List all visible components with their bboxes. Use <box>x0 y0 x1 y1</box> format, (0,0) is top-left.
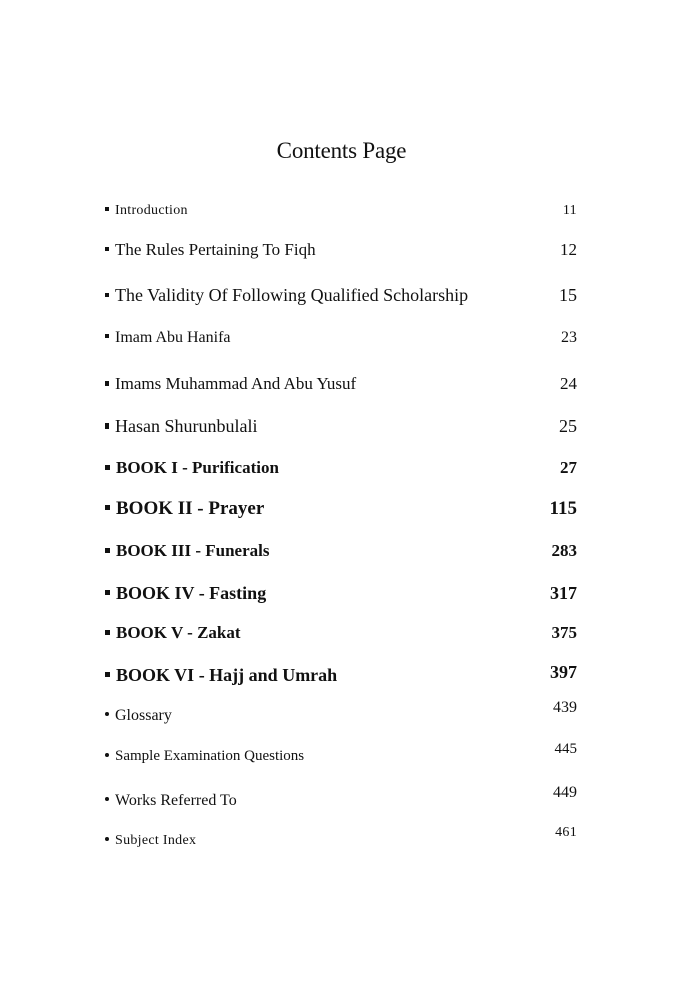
toc-entry-page: 23 <box>561 329 577 346</box>
toc-entry-page: 397 <box>550 662 577 682</box>
toc-entry-label: BOOK IV - Fasting <box>116 583 267 603</box>
bullet-icon <box>105 590 110 595</box>
toc-entry <box>105 825 585 859</box>
toc-entry <box>105 541 585 567</box>
toc-entry-page: 12 <box>560 240 577 259</box>
toc-entry-label: Glossary <box>115 707 172 724</box>
toc-entry-label: The Validity Of Following Qualified Scholarship <box>115 285 469 305</box>
bullet-icon <box>105 837 109 841</box>
bullet-icon <box>105 465 110 470</box>
bullet-icon <box>105 797 109 801</box>
toc-entry-label: BOOK III - Funerals <box>116 541 270 560</box>
toc-entry <box>105 203 585 229</box>
toc-entry-page: 375 <box>551 623 577 642</box>
toc-entry <box>105 662 585 691</box>
toc-entry-label: Hasan Shurunbulali <box>115 416 258 436</box>
page-title: Contents Page <box>276 138 407 163</box>
toc-entry-page: 461 <box>555 825 577 840</box>
toc-entry <box>105 583 585 609</box>
bullet-icon <box>105 381 109 386</box>
toc-entry <box>105 374 585 400</box>
toc-entry-label: BOOK V - Zakat <box>116 623 241 642</box>
toc-entry-label: Works Referred To <box>115 792 237 809</box>
toc-entry-page: 115 <box>549 498 577 519</box>
toc-entry <box>105 416 585 442</box>
toc-entry-label: BOOK I - Purification <box>116 458 279 477</box>
toc-entry-page: 445 <box>554 741 577 757</box>
toc-entry-label: Subject Index <box>115 833 197 848</box>
toc-entry-label: BOOK VI - Hajj and Umrah <box>116 665 338 685</box>
bullet-icon <box>105 672 110 677</box>
toc-entry-label: Introduction <box>115 203 188 218</box>
toc-entry-page: 449 <box>553 784 577 801</box>
bullet-icon <box>105 548 110 553</box>
toc-entry-page: 317 <box>550 583 577 603</box>
bullet-icon <box>105 207 109 211</box>
toc-entry <box>105 329 585 355</box>
toc-entry <box>105 498 585 524</box>
toc-entry-page: 15 <box>559 285 577 305</box>
bullet-icon <box>105 712 109 716</box>
bullet-icon <box>105 753 109 757</box>
toc-entry-page: 11 <box>562 203 577 218</box>
toc-entry-page: 27 <box>560 458 577 477</box>
toc-entry-label: Imam Abu Hanifa <box>115 329 231 346</box>
bullet-icon <box>105 334 109 338</box>
toc-entry <box>105 240 585 266</box>
toc-entry-page: 25 <box>559 416 577 436</box>
toc-entry-label: Imams Muhammad And Abu Yusuf <box>115 374 357 393</box>
toc-entry <box>105 623 585 649</box>
toc-entry-page: 283 <box>551 541 577 560</box>
toc-entry <box>105 784 585 818</box>
toc-entry-page: 24 <box>560 374 577 393</box>
bullet-icon <box>105 630 110 635</box>
toc-entry-label: Sample Examination Questions <box>115 748 305 764</box>
bullet-icon <box>105 247 109 251</box>
bullet-icon <box>105 423 109 429</box>
toc-entry-label: BOOK II - Prayer <box>116 498 265 519</box>
toc-entry <box>105 741 585 774</box>
toc-entry <box>105 458 585 484</box>
toc-entry <box>105 285 585 311</box>
bullet-icon <box>105 293 109 297</box>
toc-entry-label: The Rules Pertaining To Fiqh <box>115 240 316 259</box>
toc-entry <box>105 699 585 733</box>
bullet-icon <box>105 505 110 510</box>
toc-entry-page: 439 <box>553 699 577 716</box>
